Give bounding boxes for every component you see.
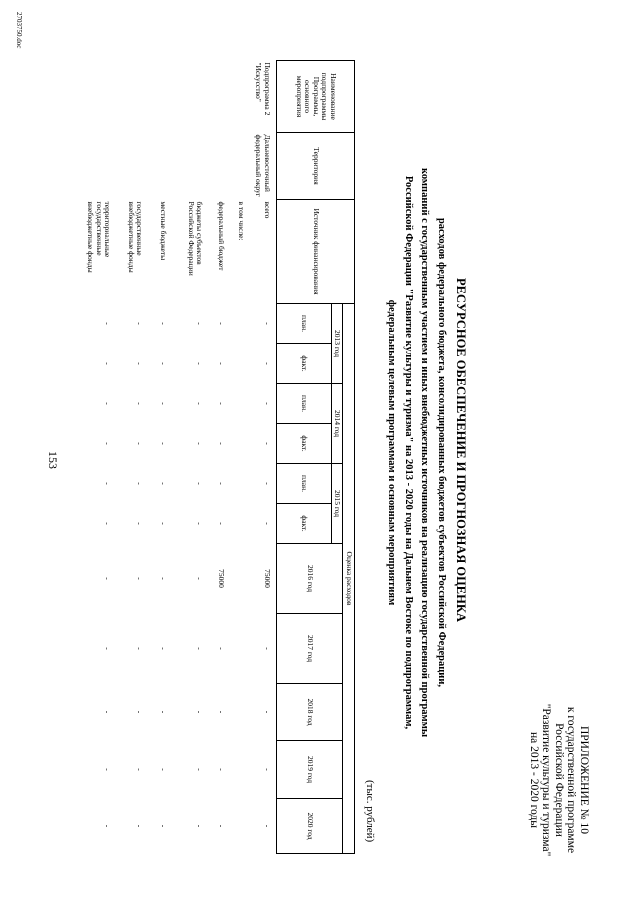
value-cell: - [135,577,145,580]
value-cell: - [135,482,145,485]
subprogram-name: Подпрограмма 2 "Искусство" [254,62,272,116]
document-title: РЕСУРСНОЕ ОБЕСПЕЧЕНИЕ И ПРОГНОЗНАЯ ОЦЕНКА [454,278,468,622]
value-cell: - [135,322,145,325]
value-cell: - [195,322,205,325]
value-cell: - [103,577,113,580]
header-2014: 2014 год [332,384,344,464]
table-body [77,61,277,854]
value-cell: - [195,442,205,445]
header-name: Наименование подпрограммы Программы, основного мероприятия [277,61,355,133]
value-cell: - [217,442,227,445]
value-cell [231,741,251,799]
value-cell: - [263,482,272,485]
value-cell [231,614,251,684]
value-cell: - [195,768,205,771]
value-cell: - [217,710,227,714]
value-cell: - [135,402,145,405]
value-cell: - [263,647,272,650]
value-cell: - [103,824,113,828]
value-cell: - [135,647,145,650]
value-cell [231,544,251,614]
value-cell [231,799,251,854]
value-cell: - [263,522,272,525]
value-cell: - [263,824,272,828]
value-cell: - [103,710,113,714]
subtitle-line: расходов федерального бюджета, консолидированных бюджетов субъектов Российской Федерации, [436,217,447,688]
value-cell: - [159,577,169,580]
value-cell: - [195,647,205,650]
appendix-line: "Развитие культуры и туризма" [540,703,553,857]
value-cell [231,504,251,544]
value-cell: - [159,647,169,650]
value-cell [231,384,251,424]
value-cell: - [217,482,227,485]
value-cell [231,464,251,504]
value-cell: - [195,362,205,365]
header-2020: 2020 год [277,799,344,854]
value-cell: - [263,362,272,365]
page-number: 153 [46,451,60,469]
header-plan: план. [277,384,332,424]
funding-source: государственные внебюджетные фонды [127,201,145,273]
value-cell: - [159,482,169,485]
funding-table [77,60,356,854]
value-cell: - [263,442,272,445]
value-cell: - [135,522,145,525]
value-cell: - [159,442,169,445]
value-cell: - [195,710,205,714]
value-cell: - [217,322,227,325]
value-cell: - [159,362,169,365]
appendix-block [528,680,591,880]
funding-source: в том числе: [237,201,247,241]
value-cell: - [103,768,113,771]
value-cell: - [159,824,169,828]
header-plan: план. [277,304,332,344]
value-cell: - [217,522,227,525]
value-cell: - [159,402,169,405]
header-2013: 2013 год [332,304,344,384]
value-cell: - [103,362,113,365]
document-subtitle [383,0,449,905]
value-cell: - [135,710,145,714]
funding-source: всего [263,201,272,219]
value-cell: - [263,322,272,325]
value-cell [231,304,251,344]
units-label: (тыс. рублей) [364,780,376,843]
header-plan: план. [277,464,332,504]
header-row [343,61,355,854]
value-cell: - [195,824,205,828]
value-cell: - [103,322,113,325]
subtitle-line: федеральным целевым программам и основным мероприятиям [386,299,398,606]
funding-source: местные бюджеты [159,201,169,261]
value-cell: - [103,482,113,485]
funding-source: федеральный бюджет [217,201,227,271]
value-cell [231,684,251,741]
value-cell [231,424,251,464]
subtitle-line: компаний с государственным участием и иных внебюджетных источников на реализацию государственной программы [419,167,431,738]
value-cell: - [159,322,169,325]
appendix-line: ПРИЛОЖЕНИЕ № 10 [578,725,590,834]
header-estimate: Оценка расходов [343,304,355,854]
header-source: Источник финансирования [277,200,355,304]
value-cell: - [195,522,205,525]
header-2016: 2016 год [277,544,344,614]
value-cell: - [217,362,227,365]
header-2018: 2018 год [277,684,344,741]
value-cell: - [135,362,145,365]
value-cell: 75000 [217,569,227,588]
header-2017: 2017 год [277,614,344,684]
value-cell: - [135,824,145,828]
appendix-line: к государственной программе [565,706,578,854]
value-cell: - [103,522,113,525]
value-cell: - [159,522,169,525]
table-row [251,61,277,854]
value-cell: - [217,402,227,405]
value-cell: - [103,442,113,445]
appendix-line: Российской Федерации [553,723,565,837]
value-cell: - [217,768,227,771]
value-cell: - [135,768,145,771]
header-fact: факт. [277,504,332,544]
value-cell: - [135,442,145,445]
document-code: 2703750.doc [15,12,23,49]
header-fact: факт. [277,344,332,384]
value-cell: - [217,824,227,828]
value-cell: - [195,402,205,405]
value-cell [231,344,251,384]
value-cell: - [195,577,205,580]
header-fact: факт. [277,424,332,464]
header-2019: 2019 год [277,741,344,799]
value-cell: - [103,402,113,405]
value-cell: - [217,647,227,650]
value-cell: - [103,647,113,650]
territory-name: Дальневосточный федеральный округ [254,134,272,197]
appendix-line: на 2013 - 2020 годы [528,731,540,828]
subtitle-line: Российской Федерации "Развитие культуры и туризма" на 2013 - 2020 годы на Дальнем Востоке по подпрограммам, [403,175,414,730]
value-cell: - [263,768,272,771]
value-cell: - [159,710,169,714]
value-cell: - [195,482,205,485]
value-cell: - [263,402,272,405]
funding-source: территориальные государственные внебюджетные фонды [86,201,113,273]
funding-source: бюджеты субъектов Российской Федерации [187,201,205,276]
value-cell: 75000 [263,569,272,588]
header-territory: Территория [277,133,355,200]
header-2015: 2015 год [332,464,344,544]
value-cell: - [159,768,169,771]
value-cell: - [263,710,272,714]
